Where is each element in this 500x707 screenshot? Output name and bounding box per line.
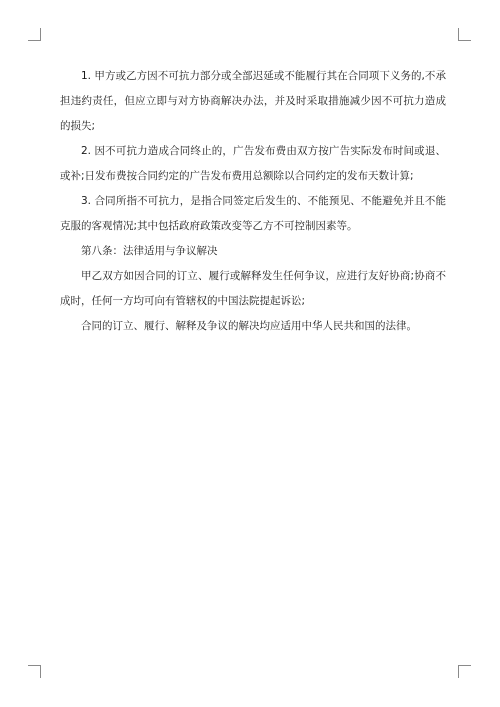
crop-mark-bottom-right (458, 665, 471, 678)
crop-mark-top-right (458, 28, 471, 41)
clause-governing-law: 合同的订立、履行、解释及争议的解决均应适用中华人民共和国的法律。 (81, 320, 417, 332)
clause-force-majeure-1: 1. 甲方或乙方因不可抗力部分或全部迟延或不能履行其在合同项下义务的,不承担违约责任，但应立即与对方协商解决办法，并及时采取措施减少因不可抗力造成的损失; (60, 70, 446, 132)
clause-force-majeure-3: 3. 合同所指不可抗力，是指合同签定后发生的、不能预见、不能避免并且不能克服的客观情况;其中包括政府政策改变等乙方不可控制因素等。 (60, 195, 446, 232)
section-heading-article-8: 第八条：法律适用与争议解决 (81, 245, 218, 257)
crop-mark-bottom-left (28, 665, 41, 678)
document-body (60, 64, 446, 339)
clause-dispute-resolution: 甲乙双方如因合同的订立、履行或解释发生任何争议，应进行友好协商;协商不成时，任何一方均可向有管辖权的中国法院提起诉讼; (60, 270, 446, 307)
crop-mark-top-left (28, 28, 41, 41)
clause-force-majeure-2: 2. 因不可抗力造成合同终止的，广告发布费由双方按广告实际发布时间或退、或补;日发布费按合同约定的广告发布费用总额除以合同约定的发布天数计算; (60, 145, 446, 182)
